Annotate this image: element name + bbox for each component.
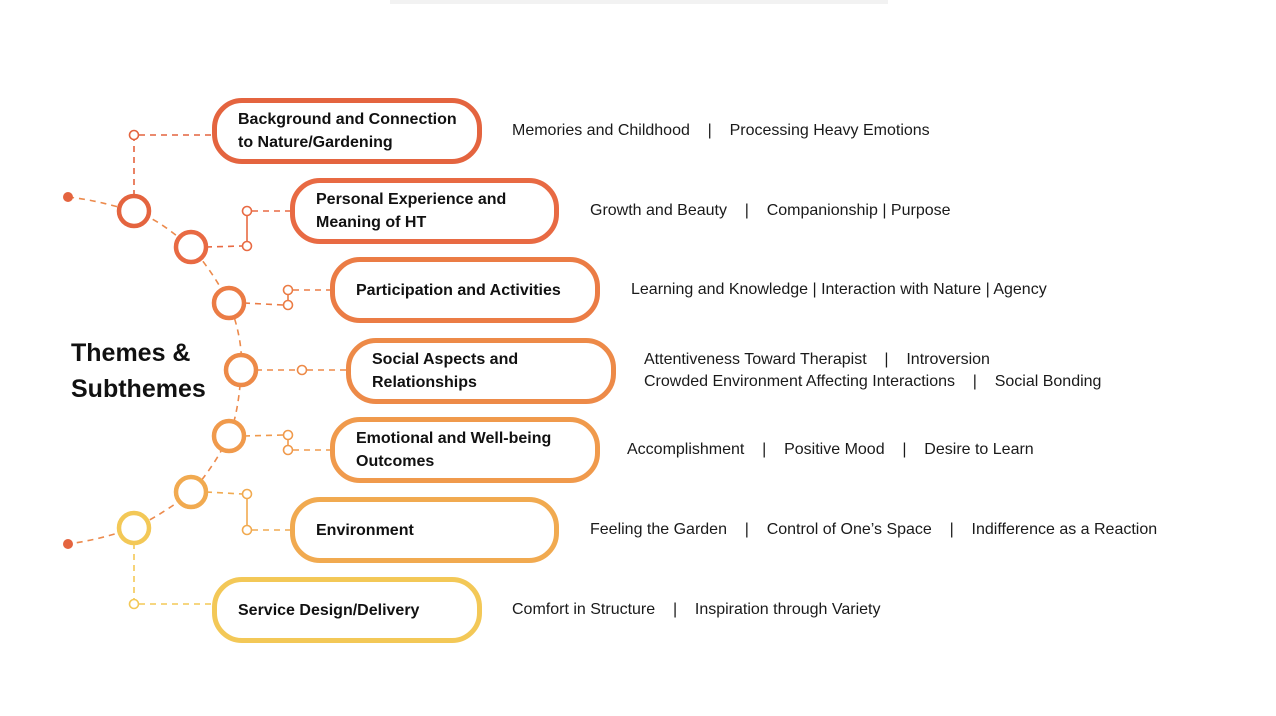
diagram-title: Themes & Subthemes bbox=[71, 339, 206, 403]
node-dot bbox=[284, 446, 293, 455]
spine-ring bbox=[214, 421, 244, 451]
theme-label: Emotional and Well-being Outcomes bbox=[356, 430, 552, 470]
theme-box bbox=[290, 178, 559, 244]
node-dot bbox=[130, 131, 139, 140]
spine-ring bbox=[119, 513, 149, 543]
subtheme-line: Learning and Knowledge | Interaction with Nature | Agency bbox=[631, 281, 1047, 298]
subthemes bbox=[627, 439, 1034, 461]
spine-ring bbox=[176, 232, 206, 262]
subthemes bbox=[631, 279, 1047, 301]
theme-label: Social Aspects and Relationships bbox=[372, 351, 519, 391]
node-dot bbox=[284, 301, 293, 310]
theme-label: Service Design/Delivery bbox=[238, 601, 420, 619]
node-dot bbox=[243, 207, 252, 216]
theme-box bbox=[330, 417, 600, 483]
theme-label: Personal Experience and Meaning of HT bbox=[316, 191, 507, 231]
theme-label: Environment bbox=[316, 521, 414, 539]
node-dot bbox=[130, 600, 139, 609]
theme-box bbox=[346, 338, 616, 404]
subtheme-line: Growth and Beauty | Companionship | Purpose bbox=[590, 202, 951, 219]
theme-label: Participation and Activities bbox=[356, 281, 561, 299]
subtheme-line: Feeling the Garden | Control of One’s Space | Indifference as a Reaction bbox=[590, 521, 1158, 538]
subtheme-line: Crowded Environment Affecting Interactions | Social Bonding bbox=[644, 373, 1102, 390]
subtheme-line: Attentiveness Toward Therapist | Introversion bbox=[644, 351, 990, 368]
subthemes bbox=[590, 519, 1157, 541]
subtheme-line: Comfort in Structure | Inspiration through Variety bbox=[512, 601, 881, 618]
subthemes bbox=[644, 349, 1101, 393]
theme-label: Background and Connection to Nature/Gardening bbox=[238, 111, 457, 151]
spine-start-dot bbox=[63, 192, 73, 202]
node-dot bbox=[243, 526, 252, 535]
node-dot bbox=[243, 490, 252, 499]
subtheme-line: Memories and Childhood | Processing Heavy Emotions bbox=[512, 122, 930, 139]
spine-ring bbox=[176, 477, 206, 507]
subtheme-line: Accomplishment | Positive Mood | Desire to Learn bbox=[627, 441, 1034, 458]
theme-box bbox=[212, 577, 482, 643]
node-dot bbox=[284, 286, 293, 295]
node-dot bbox=[284, 431, 293, 440]
theme-box bbox=[290, 497, 559, 563]
spine-ring bbox=[214, 288, 244, 318]
connector-line bbox=[244, 303, 283, 305]
node-dot bbox=[243, 242, 252, 251]
subthemes bbox=[512, 599, 880, 621]
subthemes bbox=[512, 120, 930, 142]
subthemes bbox=[590, 200, 951, 222]
connector-line bbox=[206, 246, 242, 247]
spine-end-dot bbox=[63, 539, 73, 549]
theme-box bbox=[330, 257, 600, 323]
spine-ring bbox=[119, 196, 149, 226]
node-dot bbox=[298, 366, 307, 375]
connector-line bbox=[244, 435, 283, 436]
theme-box bbox=[212, 98, 482, 164]
connector-line bbox=[206, 492, 242, 494]
